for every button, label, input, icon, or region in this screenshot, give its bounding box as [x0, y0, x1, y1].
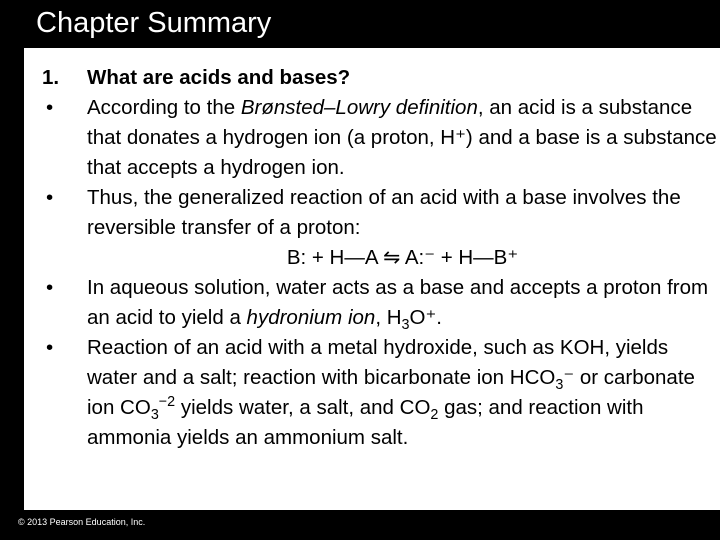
bullet-text: Thus, the generalized reaction of an acid with a base involves the reversible transfer of a proton: [87, 186, 681, 239]
summary-content [42, 63, 718, 453]
bullet-marker: • [46, 186, 54, 209]
bullet-text: In aqueous solution, water acts as a base and accepts a proton from an acid to yield a hydronium ion, $H_3O^+$. [87, 276, 709, 334]
bullet-marker: • [46, 96, 54, 119]
title-underline [24, 46, 720, 48]
left-bar [0, 46, 24, 516]
bullet-aqueous [42, 273, 718, 333]
bullet-generalized-reaction [42, 183, 718, 243]
slide-title: Chapter Summary [36, 7, 272, 39]
question-row [42, 63, 718, 93]
bullet-definition [42, 93, 718, 183]
question-number: 1. [42, 66, 60, 89]
bullet-marker: • [46, 336, 54, 359]
bullet-marker: • [46, 276, 54, 299]
reaction-equation: B: + H—A ⇋ A:⁻ + H—B⁺ [286, 246, 519, 269]
bullet-reactions [42, 333, 718, 453]
question-text: What are acids and bases? [87, 66, 351, 89]
copyright-text: © 2013 Pearson Education, Inc. [18, 517, 146, 527]
bullet-text: According to the Brønsted–Lowry definition, an acid is a substance that donates a hydrogen ion (a proton, H⁺) and a base is a substance that accepts a hydrogen ion. [87, 96, 717, 179]
bullet-text: Reaction of an acid with a metal hydroxide, such as KOH, yields water and a salt; reaction with bicarbonate ion $HCO_3^-$ or carbonate ion $CO_3^{-2}$ yields water, a salt, and $CO_2$ gas; and reaction with ammonia yields an ammonium salt. [87, 336, 695, 449]
